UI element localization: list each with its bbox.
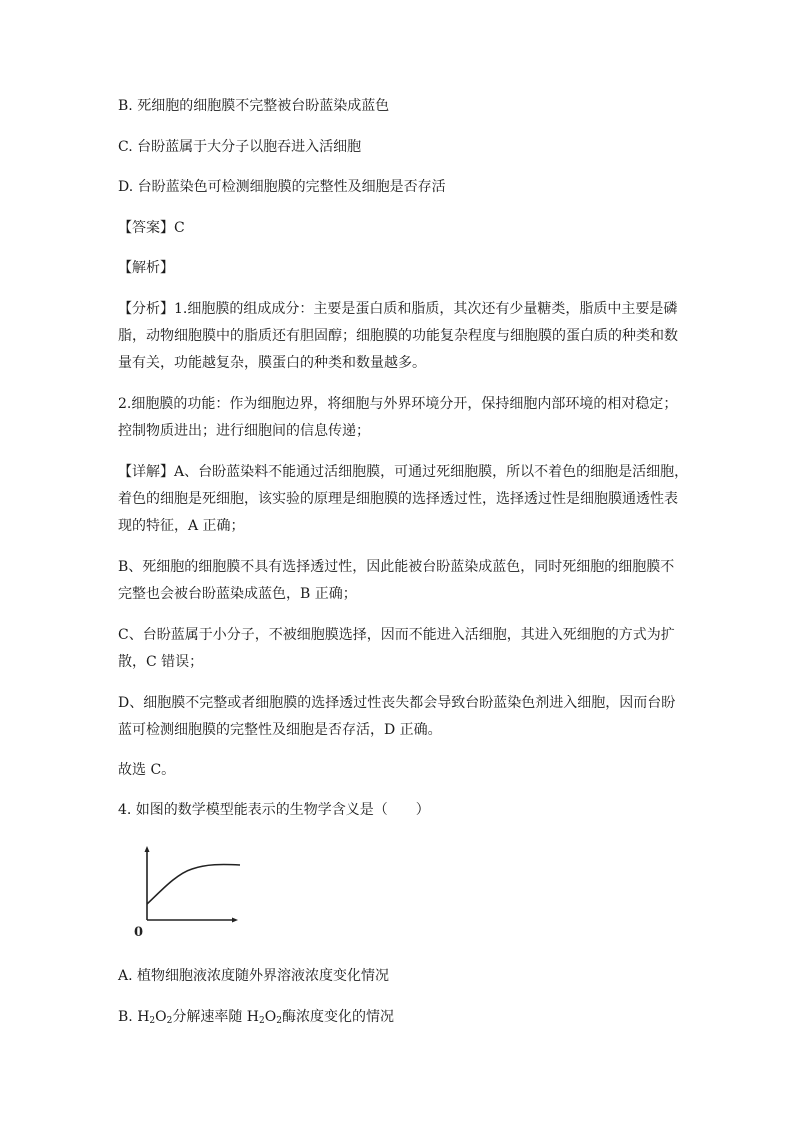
- function-line-2: 控制物质进出；进行细胞间的信息传递；: [118, 423, 370, 439]
- detail-c-line-1: C、台盼蓝属于小分子，不被细胞膜选择，因而不能进入活细胞，其进入死细胞的方式为扩: [118, 627, 675, 643]
- detail-b-paragraph: [118, 554, 678, 608]
- x-axis-arrow-icon: [232, 918, 238, 923]
- detail-a-line-1: 【详解】A、台盼蓝染料不能通过活细胞膜，可通过死细胞膜，所以不着色的细胞是活细胞，: [118, 464, 689, 480]
- saturation-curve: [147, 864, 240, 904]
- question-4-stem: 4. 如图的数学模型能表示的生物学含义是（ ）: [118, 802, 430, 818]
- detail-a-line-2: 着色的细胞是死细胞，该实验的原理是细胞膜的选择透过性，选择透过性是细胞膜通透性表: [118, 491, 678, 507]
- detail-c-line-2: 散，C 错误；: [118, 654, 204, 670]
- detail-b-line-1: B、死细胞的细胞膜不具有选择透过性，因此能被台盼蓝染成蓝色，同时死细胞的细胞膜不: [118, 559, 675, 575]
- option-b-sub-2: 2: [166, 1016, 173, 1026]
- analysis-heading: 【解析】: [118, 260, 174, 276]
- option-d-prev: D. 台盼蓝染色可检测细胞膜的完整性及细胞是否存活: [118, 179, 446, 195]
- question-4-option-b: [118, 1007, 394, 1027]
- option-b-sub-1: 2: [149, 1016, 156, 1026]
- answer-line: [118, 218, 185, 238]
- detail-d-line-1: D、细胞膜不完整或者细胞膜的选择透过性丧失都会导致台盼蓝染色剂进入细胞，因而台盼: [118, 695, 676, 711]
- question-4-option-a: A. 植物细胞液浓度随外界溶液浓度变化情况: [118, 968, 390, 984]
- function-line-1: 2.细胞膜的功能：作为细胞边界，将细胞与外界环境分开，保持细胞内部环境的相对稳定；: [118, 396, 678, 412]
- option-b-prefix: B. H: [118, 1009, 150, 1025]
- fenxi-paragraph: [118, 296, 678, 377]
- detail-b-line-2: 完整也会被台盼蓝染成蓝色，B 正确；: [118, 586, 357, 602]
- y-axis-arrow-icon: [145, 846, 150, 852]
- fenxi-line-3: 量有关，功能越复杂，膜蛋白的种类和数量越多。: [118, 355, 426, 371]
- option-b-suffix: 酶浓度变化的情况: [281, 1009, 394, 1025]
- option-b-mid-2: 分解速率随 H: [172, 1009, 260, 1025]
- origin-label: 0: [134, 925, 144, 940]
- option-b-sub-4: 2: [276, 1016, 282, 1026]
- fenxi-line-1: 【分析】1.细胞膜的组成成分：主要是蛋白质和脂质，其次还有少量糖类，脂质中主要是磷: [118, 301, 678, 317]
- option-b-mid-3: O: [264, 1009, 277, 1025]
- fenxi-line-2: 脂，动物细胞膜中的脂质还有胆固醇；细胞膜的功能复杂程度与细胞膜的蛋白质的种类和数: [118, 328, 678, 344]
- detail-a-line-3: 现的特征，A 正确；: [118, 518, 245, 534]
- function-paragraph: [118, 391, 678, 445]
- answer-value: C: [174, 220, 185, 236]
- conclusion: 故选 C。: [118, 762, 176, 778]
- option-c-prev: C. 台盼蓝属于大分子以胞吞进入活细胞: [118, 139, 362, 155]
- detail-a-paragraph: [118, 459, 689, 540]
- detail-d-line-2: 蓝可检测细胞膜的完整性及细胞是否存活，D 正确。: [118, 722, 442, 738]
- detail-c-paragraph: [118, 622, 678, 676]
- option-b-sub-3: 2: [259, 1016, 265, 1026]
- detail-d-paragraph: [118, 690, 678, 744]
- curve-graph: [130, 842, 250, 942]
- option-b-prev: B. 死细胞的细胞膜不完整被台盼蓝染成蓝色: [118, 98, 390, 114]
- answer-label: 【答案】: [118, 220, 174, 236]
- option-b-mid-1: O: [155, 1009, 167, 1025]
